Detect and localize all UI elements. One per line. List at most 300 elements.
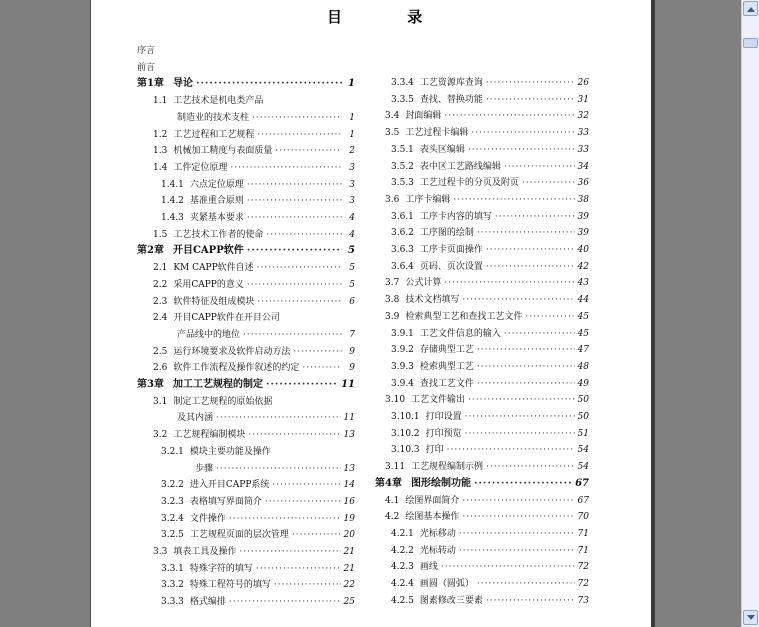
dot-leader — [471, 126, 574, 140]
toc-entry-number: 2.1 — [153, 263, 168, 274]
toc-entry-number: 第3章 — [137, 379, 164, 390]
toc-entry-title: 软件工作流程及操作叙述的约定 — [173, 363, 300, 374]
toc-entry-title: 打印 — [425, 445, 444, 456]
toc-entry — [391, 410, 589, 424]
toc-entry-title: 表格填写界面简介 — [189, 496, 262, 507]
toc-entry-page: 25 — [343, 597, 355, 608]
toc-entry-number: 3.7 — [385, 278, 400, 289]
toc-entry-number: 3.6.3 — [391, 245, 414, 255]
dot-leader — [247, 278, 342, 292]
scroll-thumb[interactable] — [743, 38, 758, 48]
toc-entry — [161, 512, 355, 526]
toc-entry — [153, 345, 355, 359]
toc-entry — [385, 126, 589, 140]
toc-entry — [153, 361, 355, 375]
toc-entry — [161, 578, 355, 592]
toc-entry-page: 1 — [349, 129, 355, 140]
dot-leader — [459, 544, 575, 558]
toc-entry-number: 3.8 — [385, 295, 400, 306]
dot-leader — [504, 160, 575, 174]
toc-entry-page: 67 — [575, 477, 589, 489]
dot-leader — [462, 293, 574, 307]
dot-leader — [265, 495, 341, 509]
toc-entry-number: 3.5.3 — [391, 178, 414, 189]
toc-entry-page: 45 — [577, 311, 589, 322]
toc-entry-title: 格式编排 — [189, 597, 226, 608]
dot-leader — [272, 478, 340, 492]
scroll-up-button[interactable] — [743, 1, 758, 16]
toc-entry-page: 22 — [343, 580, 355, 591]
toc-entry-title: 开目CAPP软件 — [172, 245, 244, 257]
toc-entry — [137, 61, 355, 75]
toc-entry-title: KM CAPP软件自述 — [173, 263, 254, 274]
dot-leader — [252, 111, 342, 125]
toc-entry-page: 54 — [577, 445, 589, 456]
dot-leader — [257, 261, 342, 275]
dot-leader — [441, 560, 575, 574]
toc-entry-title: 产品线中的地位 — [177, 329, 241, 340]
toc-entry-page: 4 — [349, 213, 355, 223]
dot-leader — [468, 143, 575, 157]
toc-entry-title: 工艺过程和工艺规程 — [173, 129, 255, 140]
dot-leader — [243, 328, 342, 342]
toc-entry-title: 工艺过程卡编辑 — [405, 128, 469, 139]
toc-entry-title: 模块主要功能及操作 — [189, 446, 271, 457]
toc-entry-title: 特殊字符的填写 — [189, 563, 253, 574]
toc-entry-page: 40 — [577, 245, 589, 255]
toc-entry-page: 13 — [343, 463, 355, 474]
dot-leader — [459, 527, 575, 541]
dot-leader — [465, 410, 575, 424]
toc-entry-page: 5 — [349, 263, 355, 274]
toc-entry-page: 43 — [577, 278, 589, 289]
toc-entry-page: 32 — [577, 111, 589, 122]
toc-entry-title: 工艺文件信息的输入 — [419, 328, 501, 339]
toc-entry-number: 3.2.5 — [161, 530, 184, 541]
toc-entry — [385, 510, 589, 524]
dot-leader — [522, 176, 575, 190]
toc-entry-page: 9 — [349, 346, 355, 357]
toc-entry-title: 公式计算 — [405, 278, 442, 289]
dot-leader — [486, 93, 575, 107]
toc-entry-page: 2 — [349, 146, 355, 157]
dot-leader — [486, 76, 575, 90]
toc-entry-number: 前言 — [137, 62, 156, 73]
dot-leader — [486, 460, 574, 474]
toc-entry — [391, 577, 589, 591]
toc-entry-number: 2.3 — [153, 296, 168, 307]
toc-entry-number: 3.9.1 — [391, 328, 414, 339]
toc-entry-number: 第4章 — [375, 477, 402, 489]
toc-entry-number: 第2章 — [137, 245, 164, 257]
toc-entry — [153, 161, 355, 175]
dot-leader — [486, 260, 575, 274]
toc-entry — [385, 494, 589, 508]
toc-entry-title: 工艺技术工作者的使命 — [173, 229, 264, 240]
dot-leader — [266, 378, 338, 392]
toc-entry — [161, 478, 355, 492]
toc-entry-title: 图素修改三要素 — [419, 595, 483, 606]
toc-entry-title: 工艺规程编制模块 — [173, 430, 246, 441]
toc-entry-number: 3.3.1 — [161, 563, 184, 574]
toc-entry-page: 5 — [349, 279, 355, 290]
toc-entry-page: 26 — [577, 78, 589, 88]
toc-entry — [161, 211, 355, 225]
toc-entry — [391, 76, 589, 90]
toc-entry-page: 38 — [577, 194, 589, 205]
toc-entry-number: 3.3 — [153, 547, 168, 557]
toc-entry-page: 47 — [577, 345, 589, 356]
toc-entry-title: 工艺技术是机电类产品 — [173, 96, 264, 107]
toc-entry — [161, 562, 355, 576]
toc-entry — [153, 278, 355, 292]
toc-entry-number: 3.10 — [385, 395, 406, 406]
dot-leader — [477, 360, 575, 374]
toc-entry-number: 3.11 — [385, 462, 406, 473]
toc-entry-title: 制定工艺规程的原始依据 — [173, 396, 273, 407]
toc-entry-title: 工序卡编辑 — [405, 194, 451, 205]
toc-entry — [177, 328, 355, 342]
dot-leader — [248, 428, 340, 442]
toc-entry — [137, 378, 355, 392]
toc-entry-page: 72 — [577, 579, 589, 589]
toc-entry — [195, 462, 355, 476]
dot-leader — [293, 345, 342, 359]
toc-entry-number: 4.2.1 — [391, 528, 414, 539]
dot-leader — [525, 310, 574, 324]
toc-entry-number: 3.10.3 — [391, 445, 420, 456]
toc-entry-page: 11 — [341, 379, 355, 390]
toc-entry — [153, 311, 355, 325]
scroll-down-button[interactable] — [743, 610, 758, 625]
toc-entry-page: 20 — [343, 530, 355, 541]
dot-leader — [468, 393, 574, 407]
toc-entry-title: 运行环境要求及软件启动方法 — [173, 346, 291, 357]
toc-entry-title: 进入开目CAPP系统 — [189, 480, 270, 491]
toc-entry — [391, 527, 589, 541]
dot-leader — [477, 343, 575, 357]
toc-entry-title: 查找、替换功能 — [419, 94, 483, 105]
toc-entry-title: 工件定位原理 — [173, 162, 228, 173]
toc-entry-title: 页码、页次设置 — [419, 261, 483, 272]
dot-leader — [477, 377, 575, 391]
toc-entry-number: 1.2 — [153, 129, 168, 140]
toc-entry — [385, 460, 589, 474]
toc-entry-number: 4.2.3 — [391, 562, 414, 573]
toc-entry-page: 11 — [343, 413, 355, 424]
dot-leader — [256, 562, 341, 576]
toc-entry — [137, 244, 355, 258]
toc-entry — [153, 395, 355, 409]
toc-entry-number: 3.2.4 — [161, 513, 184, 524]
toc-entry-title: 检索典型工艺 — [419, 361, 474, 372]
toc-entry-title: 图形绘制功能 — [410, 477, 471, 489]
dot-leader — [216, 462, 341, 476]
toc-entry-page: 48 — [577, 361, 589, 372]
toc-entry-number: 3.6.4 — [391, 261, 414, 272]
dot-leader — [196, 77, 342, 91]
dot-leader — [453, 193, 574, 207]
dot-leader — [274, 578, 341, 592]
toc-entry-number: 3.2.2 — [161, 480, 184, 491]
dot-leader — [504, 327, 575, 341]
toc-entry — [161, 178, 355, 192]
toc-entry-page: 51 — [577, 428, 589, 439]
toc-entry-page: 3 — [349, 196, 355, 207]
toc-entry — [385, 393, 589, 407]
toc-entry-number: 3.3.2 — [161, 580, 184, 591]
toc-entry-number: 3.9 — [385, 311, 400, 322]
toc-entry-page: 31 — [577, 94, 589, 105]
toc-entry-number: 3.10.1 — [391, 412, 420, 422]
toc-entry-page: 50 — [577, 412, 589, 422]
toc-entry-page: 16 — [343, 496, 355, 507]
toc-entry-number: 3.6 — [385, 194, 400, 205]
toc-entry-page: 44 — [577, 295, 589, 306]
toc-entry-page: 33 — [577, 144, 589, 155]
dot-leader — [462, 494, 574, 508]
toc-entry — [391, 260, 589, 274]
document-page — [90, 0, 651, 627]
toc-entry — [153, 545, 355, 559]
dot-leader — [486, 243, 575, 257]
toc-entry-page: 50 — [577, 395, 589, 406]
toc-entry — [391, 443, 589, 457]
dot-leader — [239, 545, 340, 559]
toc-entry-title: 导论 — [172, 78, 193, 90]
dot-leader — [465, 427, 575, 441]
toc-entry — [385, 109, 589, 123]
toc-entry-number: 3.3.3 — [161, 597, 184, 608]
toc-entry — [391, 560, 589, 574]
toc-entry-title: 工序卡页面操作 — [419, 245, 483, 255]
toc-entry-number: 4.1 — [385, 495, 400, 506]
toc-entry-number: 1.4 — [153, 162, 168, 173]
toc-entry-title: 夹紧基本要求 — [189, 213, 244, 223]
toc-entry-page: 49 — [577, 378, 589, 389]
toc-entry-title: 工艺过程卡的分页及附页 — [419, 178, 519, 189]
toc-entry-page: 7 — [349, 329, 355, 340]
toc-entry-title: 查找工艺文件 — [419, 378, 474, 389]
toc-entry-page: 42 — [577, 261, 589, 272]
toc-entry-title: 特殊工程符号的填写 — [189, 580, 271, 591]
toc-entry-number: 4.2.5 — [391, 595, 414, 606]
toc-entry-number: 3.5 — [385, 128, 400, 139]
toc-entry-title: 检索典型工艺和查找工艺文件 — [405, 311, 523, 322]
toc-entry — [153, 228, 355, 242]
toc-entry-number: 3.4 — [385, 111, 400, 122]
toc-entry-title: 工艺资源库查询 — [419, 78, 483, 88]
toc-entry-title: 软件特征及组成模块 — [173, 296, 255, 307]
dot-leader — [257, 128, 342, 142]
toc-entry — [161, 495, 355, 509]
toc-entry — [161, 528, 355, 542]
toc-entry-title: 填表工具及操作 — [173, 547, 237, 557]
toc-entry-title: 工艺文件输出 — [411, 395, 466, 406]
toc-entry-number: 3.6.1 — [391, 211, 414, 222]
toc-entry-title: 采用CAPP的意义 — [173, 279, 244, 290]
toc-entry-number: 2.4 — [153, 313, 168, 324]
toc-entry-number: 序言 — [137, 46, 156, 56]
toc-entry-page: 19 — [343, 513, 355, 524]
toc-entry — [153, 144, 355, 158]
toc-entry-number: 3.2.1 — [161, 446, 184, 457]
toc-entry — [391, 594, 589, 608]
dot-leader — [247, 178, 342, 192]
toc-entry-number: 第1章 — [137, 78, 164, 90]
toc-entry-title: 基准重合原则 — [189, 196, 244, 207]
toc-entry-number: 3.9.3 — [391, 361, 414, 372]
toc-entry-title: 光标移动 — [419, 528, 456, 539]
viewer-background-left — [0, 0, 90, 627]
toc-entry-number: 4.2.4 — [391, 579, 414, 589]
dot-leader — [266, 228, 342, 242]
toc-entry-title: 六点定位原理 — [189, 179, 244, 190]
viewer-background-right — [655, 0, 741, 627]
dot-leader — [444, 276, 574, 290]
toc-entry — [153, 261, 355, 275]
toc-entry — [161, 194, 355, 208]
toc-entry-number: 3.6.2 — [391, 228, 414, 239]
toc-entry-number: 3.5.2 — [391, 161, 414, 172]
toc-entry-page: 9 — [349, 363, 355, 374]
toc-entry-number: 1.4.3 — [161, 213, 184, 223]
dot-leader — [477, 226, 575, 240]
toc-entry-title: 加工工艺规程的制定 — [172, 379, 263, 390]
toc-entry-page: 1 — [348, 78, 355, 90]
toc-entry-title: 表头区编辑 — [419, 144, 465, 155]
dot-leader — [302, 361, 342, 375]
toc-entry-number: 4.2.2 — [391, 545, 414, 556]
toc-entry-number: 3.3.4 — [391, 78, 414, 88]
toc-entry-title: 打印预览 — [425, 428, 462, 439]
toc-entry-page: 21 — [343, 547, 355, 557]
toc-entry-title: 开目CAPP软件在开目公司 — [173, 313, 280, 324]
toc-entry — [391, 377, 589, 391]
toc-entry-number: 1.4.1 — [161, 179, 184, 190]
toc-entry-title: 表中区工艺路线编辑 — [419, 161, 501, 172]
toc-entry-title: 打印设置 — [425, 412, 462, 422]
toc-entry — [385, 310, 589, 324]
toc-entry — [391, 160, 589, 174]
toc-entry-page: 4 — [349, 229, 355, 240]
toc-entry-title: 绘图基本操作 — [405, 512, 460, 523]
dot-leader — [477, 577, 575, 591]
dot-leader — [462, 510, 574, 524]
toc-entry-title: 机械加工精度与表面质量 — [173, 146, 273, 157]
toc-entry-number: 3.9.2 — [391, 345, 414, 356]
toc-entry — [153, 94, 355, 108]
toc-entry-page: 3 — [349, 162, 355, 173]
toc-entry-page: 71 — [577, 545, 589, 556]
toc-entry-title: 工艺规程编制示例 — [411, 462, 484, 473]
dot-leader — [230, 161, 342, 175]
toc-entry-number: 3.2 — [153, 430, 168, 441]
toc-entry-page: 39 — [577, 228, 589, 239]
toc-entry — [391, 176, 589, 190]
toc-entry-page: 39 — [577, 211, 589, 222]
toc-entry-number: 3.10.2 — [391, 428, 420, 439]
toc-entry-page: 45 — [577, 328, 589, 339]
toc-entry-number: 2.2 — [153, 279, 168, 290]
toc-entry — [161, 445, 355, 459]
toc-entry — [391, 93, 589, 107]
toc-entry-page: 54 — [577, 462, 589, 473]
toc-entry-number: 3.9.4 — [391, 378, 414, 389]
toc-entry — [153, 128, 355, 142]
dot-leader — [275, 144, 342, 158]
arrow-up-icon — [747, 6, 755, 12]
toc-entry-number: 1.4.2 — [161, 196, 184, 207]
toc-entry-page: 67 — [577, 495, 589, 506]
toc-entry-page: 71 — [577, 528, 589, 539]
vertical-scrollbar[interactable] — [741, 0, 759, 627]
dot-leader — [229, 595, 341, 609]
dot-leader — [247, 194, 342, 208]
toc-entry-title: 技术文档填写 — [405, 295, 460, 306]
toc-entry — [391, 544, 589, 558]
toc-entry — [385, 293, 589, 307]
toc-entry — [153, 428, 355, 442]
toc-entry-page: 33 — [577, 128, 589, 139]
toc-entry-number: 1.3 — [153, 146, 168, 157]
toc-entry-title: 封面编辑 — [405, 111, 442, 122]
toc-entry-title: 画线 — [419, 562, 438, 573]
toc-entry-title: 工艺规程页面的层次管理 — [189, 530, 289, 541]
toc-entry-title: 画圆（圆弧） — [419, 579, 474, 589]
toc-entry — [391, 143, 589, 157]
toc-entry-title: 步骤 — [195, 463, 214, 474]
toc-entry — [375, 477, 589, 491]
toc-entry — [161, 595, 355, 609]
toc-entry-title: 工序卡内容的填写 — [419, 211, 492, 222]
toc-entry — [391, 210, 589, 224]
toc-entry — [391, 360, 589, 374]
toc-entry — [391, 243, 589, 257]
toc-entry — [177, 411, 355, 425]
toc-entry-number: 1.1 — [153, 96, 168, 107]
toc-entry-page: 36 — [577, 178, 589, 189]
toc-entry-title: 制造业的技术支柱 — [177, 112, 250, 123]
toc-entry — [177, 111, 355, 125]
toc-entry-number: 3.3.5 — [391, 94, 414, 105]
toc-entry-number: 3.2.3 — [161, 496, 184, 507]
toc-entry — [137, 77, 355, 91]
toc-entry — [391, 427, 589, 441]
toc-entry-title: 光标转动 — [419, 545, 456, 556]
dot-leader — [247, 244, 342, 258]
dot-leader — [247, 211, 342, 225]
dot-leader — [474, 477, 572, 491]
page-title: 目 录 — [327, 8, 453, 26]
toc-entry — [391, 343, 589, 357]
toc-entry-number: 2.6 — [153, 363, 168, 374]
toc-entry-page: 1 — [349, 112, 355, 123]
toc-entry-page: 14 — [343, 480, 355, 491]
toc-entry-number: 1.5 — [153, 229, 168, 240]
toc-entry — [391, 327, 589, 341]
toc-entry-title: 工序图的绘制 — [419, 228, 474, 239]
toc-entry-page: 70 — [577, 512, 589, 523]
toc-entry-number: 3.1 — [153, 396, 168, 407]
toc-entry — [385, 276, 589, 290]
toc-entry-page: 21 — [343, 563, 355, 574]
dot-leader — [229, 512, 341, 526]
toc-entry-title: 及其内涵 — [177, 413, 214, 424]
toc-entry — [391, 226, 589, 240]
dot-leader — [292, 528, 341, 542]
toc-entry — [385, 193, 589, 207]
